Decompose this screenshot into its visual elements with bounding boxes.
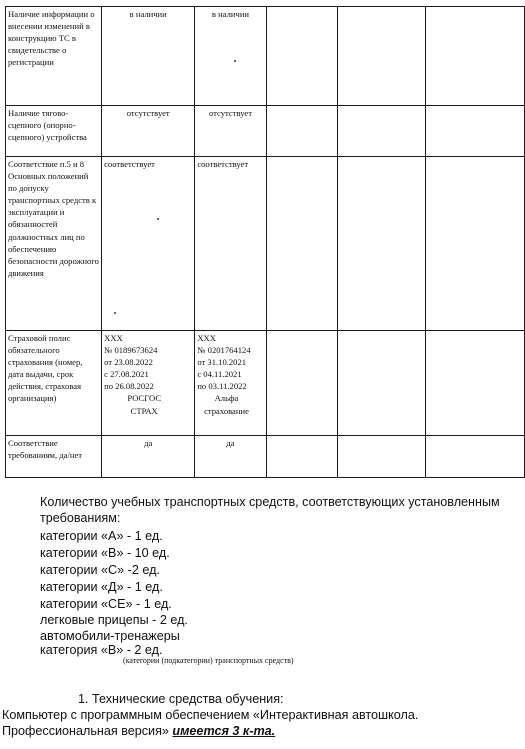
table-cell-empty	[266, 157, 338, 331]
policy-line: от 31.10.2021	[197, 357, 247, 368]
table-cell: отсутствует	[102, 106, 195, 157]
table-cell-empty	[266, 106, 338, 157]
table-row	[6, 331, 525, 436]
section-paragraph-cont	[2, 724, 275, 740]
section-heading: 1. Технические средства обучения:	[78, 692, 284, 706]
emphasis-text: имеется 3 к-та.	[172, 724, 276, 738]
insurance-policy-cell	[195, 331, 266, 436]
category-item: легковые прицепы - 2 ед.	[40, 613, 188, 627]
summary-intro-cont: требованиям:	[40, 511, 121, 525]
scan-speck	[234, 60, 236, 62]
row-label: Соответствие п.5 и 8 Основных положений по допуску транспортных средств к эксплуатации и обязанностей должностных лиц по обеспечению безопасности дорожного движения	[6, 157, 102, 331]
table-cell-empty	[266, 7, 338, 106]
category-item: категория «В» - 2 ед.	[40, 643, 163, 657]
table-row	[6, 157, 525, 331]
category-item: категории «С» -2 ед.	[40, 563, 160, 577]
insurer-name: Альфа	[214, 393, 239, 404]
table-cell: да	[102, 436, 195, 478]
category-item: категории «В» - 10 ед.	[40, 546, 170, 560]
policy-line: от 23.08.2022	[104, 357, 153, 368]
table-cell-empty	[338, 157, 426, 331]
table-row	[6, 106, 525, 157]
row-label: Наличие тягово-сцепного (опорно-сцепного) устройства	[6, 106, 102, 157]
policy-line: по 26.08.2022	[104, 381, 154, 392]
row-label: Соответствие требованиям, да/нет	[6, 436, 102, 478]
table-cell: да	[195, 436, 266, 478]
table-cell-empty	[426, 106, 525, 157]
vehicle-requirements-table	[5, 6, 525, 478]
table-cell-empty	[426, 7, 525, 106]
category-item: автомобили-тренажеры	[40, 629, 180, 643]
table-cell-empty	[266, 436, 338, 478]
table-cell-empty	[266, 331, 338, 436]
policy-line: с 04.11.2021	[197, 369, 242, 380]
section-text: Профессиональная версия»	[2, 724, 173, 738]
table-row	[6, 436, 525, 478]
insurer-name: страхование	[204, 405, 249, 416]
insurance-policy-cell	[102, 331, 195, 436]
insurer-name: СТРАХ	[130, 405, 158, 416]
policy-line: № 0201764124	[197, 345, 251, 356]
table-cell-empty	[426, 331, 525, 436]
category-item: категории «Д» - 1 ед.	[40, 580, 163, 594]
section-paragraph: Компьютер с программным обеспечением «Интерактивная автошкола.	[2, 708, 419, 722]
insurer-name: РОСГОС	[127, 393, 162, 404]
policy-line: XXX	[104, 333, 123, 343]
table-cell-empty	[426, 157, 525, 331]
table-row	[6, 7, 525, 106]
row-label: Страховой полис обязательного страхования (номер, дата выдачи, срок действия, страховая организация)	[6, 331, 102, 436]
table-cell-empty	[338, 331, 426, 436]
table-cell: в наличии	[195, 7, 266, 106]
scan-speck	[157, 218, 159, 220]
category-caption: (категории (подкатегории) транспортных средств)	[123, 656, 294, 665]
table-cell: в наличии	[102, 7, 195, 106]
row-label: Наличие информации о внесении изменений в конструкцию ТС в свидетельстве о регистрации	[6, 7, 102, 106]
category-item: категории «СЕ» - 1 ед.	[40, 597, 172, 611]
policy-line: по 03.11.2022	[197, 381, 247, 392]
table-cell: соответствует	[102, 157, 195, 331]
table-cell: отсутствует	[195, 106, 266, 157]
table-cell: соответствует	[195, 157, 266, 331]
table-cell-empty	[338, 7, 426, 106]
category-item: категории «А» - 1 ед.	[40, 529, 163, 543]
table-cell-empty	[338, 436, 426, 478]
scan-speck	[114, 312, 116, 314]
table-cell-empty	[426, 436, 525, 478]
table-cell-empty	[338, 106, 426, 157]
policy-line: с 27.08.2021	[104, 369, 149, 380]
policy-line: № 0189673624	[104, 345, 158, 356]
summary-intro: Количество учебных транспортных средств, соответствующих установленным	[40, 495, 500, 509]
policy-line: XXX	[197, 333, 216, 343]
